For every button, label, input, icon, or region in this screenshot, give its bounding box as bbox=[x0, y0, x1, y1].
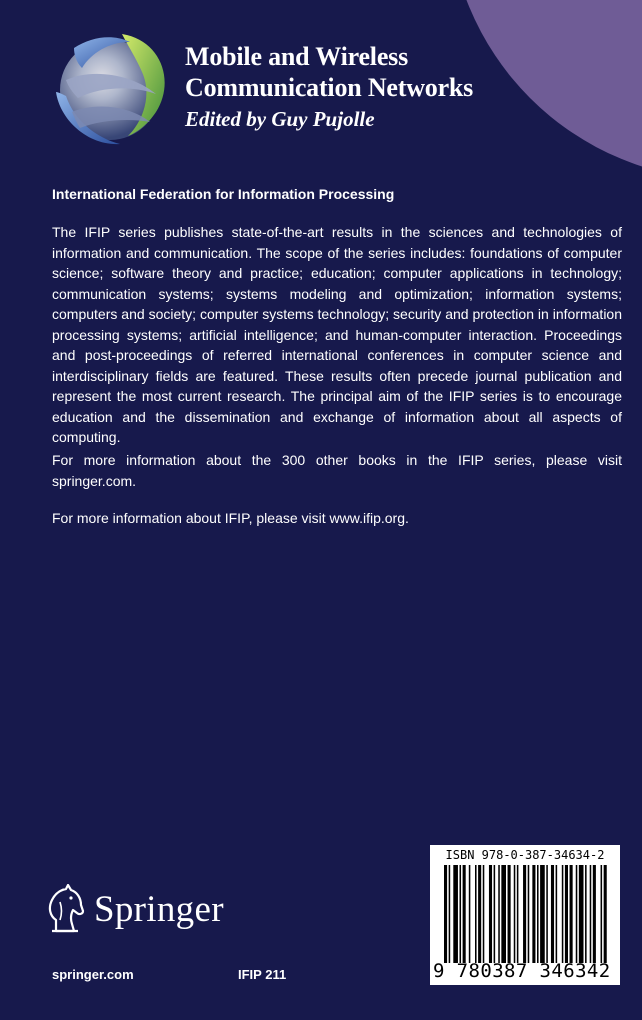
barcode-bar bbox=[540, 865, 545, 963]
barcode-bar bbox=[585, 865, 587, 963]
barcode-bar bbox=[546, 865, 548, 963]
barcode-bar bbox=[579, 865, 584, 963]
series-heading: International Federation for Information Processing bbox=[52, 186, 395, 202]
barcode-bar bbox=[475, 865, 477, 963]
publisher-name: Springer bbox=[94, 889, 224, 930]
barcode-bar bbox=[517, 865, 519, 963]
corner-arc-decoration bbox=[448, 0, 642, 180]
book-editor: Edited by Guy Pujolle bbox=[185, 107, 375, 131]
barcode-bar bbox=[562, 865, 564, 963]
knight-horse-icon bbox=[44, 884, 86, 934]
barcode-bar bbox=[508, 865, 511, 963]
globe-swirl-icon bbox=[52, 28, 172, 150]
barcode-bar bbox=[483, 865, 485, 963]
isbn-text: ISBN 978-0-387-34634-2 bbox=[445, 848, 605, 862]
barcode-bar bbox=[523, 865, 526, 963]
barcode-bar bbox=[565, 865, 568, 963]
series-number: IFIP 211 bbox=[238, 967, 287, 982]
publisher-url: springer.com bbox=[52, 967, 134, 982]
barcode-bar bbox=[604, 865, 607, 963]
book-title-line-1: Mobile and Wireless bbox=[185, 42, 409, 71]
barcode-bar bbox=[556, 865, 558, 963]
barcode-digits: 9 780387 346342 bbox=[433, 960, 611, 982]
barcode-bar bbox=[501, 865, 506, 963]
barcode-bar bbox=[469, 865, 471, 963]
barcode-bar bbox=[498, 865, 500, 963]
barcode-icon bbox=[444, 865, 614, 963]
barcode-bar bbox=[453, 865, 458, 963]
barcode-bar bbox=[444, 865, 447, 963]
barcode-bar bbox=[590, 865, 592, 963]
series-description-paragraph: The IFIP series publishes state-of-the-art results in the sciences and technologies of information and communication. The scope of the series includes: foundations of computer science; software theory and practice; education; computer applications in technology; communication systems; systems modeling and optimization; information systems; computers and society; computer systems technology; security and protection in information processing systems; artificial intelligence; and human-computer interaction. Proceedings and post-proceedings of referred international conferences in computer science and interdisciplinary fields are featured. These results often precede journal publication and represent the most current research. The principal aim of the IFIP series is to encourage education and the dissemination and exchange of information about all aspects of computing. bbox=[52, 224, 622, 445]
barcode-bar bbox=[551, 865, 554, 963]
ifip-info-paragraph: For more information about IFIP, please visit www.ifip.org. bbox=[52, 510, 409, 526]
barcode-bar bbox=[514, 865, 516, 963]
barcode-bar bbox=[478, 865, 481, 963]
barcode-bar bbox=[570, 865, 573, 963]
isbn-barcode-box bbox=[430, 845, 620, 985]
barcode-bar bbox=[528, 865, 530, 963]
barcode-bar bbox=[537, 865, 539, 963]
barcode-bar bbox=[449, 865, 451, 963]
barcode-bar bbox=[601, 865, 603, 963]
barcode-bar bbox=[489, 865, 492, 963]
barcode-bar bbox=[463, 865, 466, 963]
book-title bbox=[185, 41, 473, 103]
more-books-paragraph: For more information about the 300 other books in the IFIP series, please visit springer.com. bbox=[52, 452, 622, 489]
barcode-bar bbox=[576, 865, 578, 963]
barcode-bar bbox=[593, 865, 596, 963]
book-title-line-2: Communication Networks bbox=[185, 73, 474, 102]
barcode-bar bbox=[532, 865, 535, 963]
barcode-bar bbox=[494, 865, 496, 963]
barcode-bar bbox=[460, 865, 462, 963]
